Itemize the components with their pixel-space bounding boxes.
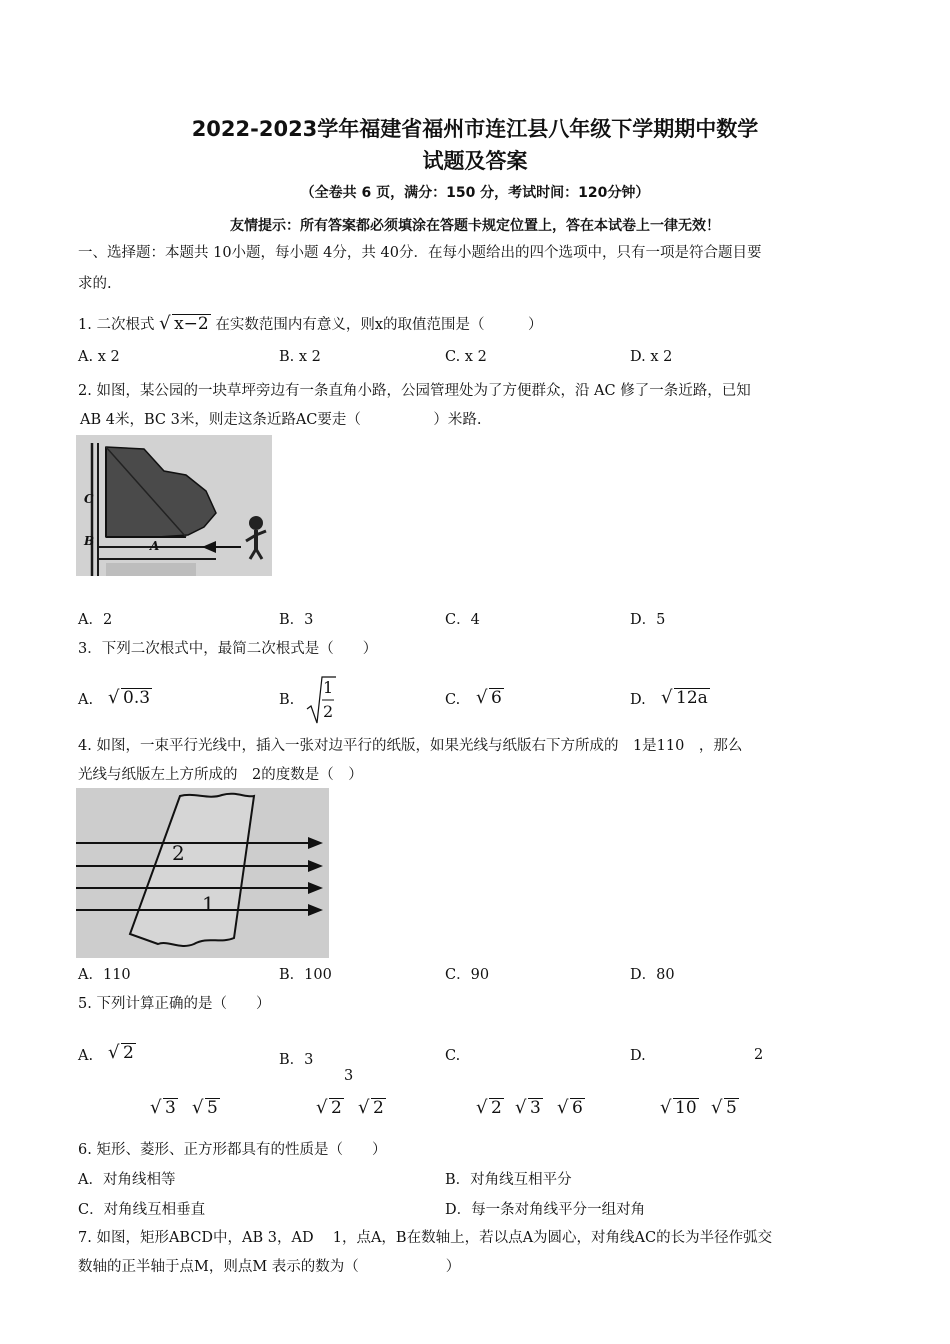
q6-option-b: B．对角线互相平分	[445, 1172, 572, 1188]
q3-letter-c: C.	[445, 692, 461, 708]
q5-stem: 5. 下列计算正确的是（ ）	[78, 996, 271, 1012]
q5-letter-d: D.	[630, 1048, 646, 1064]
q5-d-bottom-1-radicand: 10	[675, 1098, 697, 1118]
q2-fig-label-c: C	[84, 492, 94, 506]
q4-fig-label-2: 2	[172, 841, 185, 865]
q5-b-bottom-1	[316, 1098, 344, 1118]
title-line-2: 试题及答案	[422, 149, 528, 173]
notice: 友情提示：所有答案都必须填涂在答题卡规定位置上，答在本试卷上一律无效！	[230, 218, 720, 234]
q5-b-top: 3	[344, 1068, 354, 1084]
q4-line-2: 光线与纸版左上方所成的 2的度数是（ ）	[78, 767, 363, 783]
q1-option-b: B. x 2	[279, 349, 321, 365]
q7-line-1: 7. 如图，矩形ABCD中，AB 3，AD 1，点A，B在数轴上，若以点A为圆心，对角线AC的长为半径作弧交	[78, 1230, 773, 1246]
q2-option-c: C．4	[445, 612, 480, 628]
q1-stem	[78, 313, 543, 334]
q5-d-bottom-1	[660, 1098, 699, 1118]
q2-line-1: 2. 如图，某公园的一块草坪旁边有一条直角小路，公园管理处为了方便群众，沿 AC 修了一条近路，已知	[78, 383, 751, 399]
q1-option-c: C. x 2	[445, 349, 487, 365]
q5-a-bottom-2-radicand: 5	[207, 1098, 218, 1118]
q5-b-bottom-1-radicand: 2	[331, 1098, 342, 1118]
q3-a-radicand: 0.3	[123, 688, 151, 708]
q4-option-a: A．110	[78, 967, 131, 983]
q5-d-top: 2	[754, 1047, 764, 1063]
q1-suffix: 在实数范围内有意义，则x的取值范围是（ ）	[215, 317, 543, 333]
section-intro-line-1: 一、选择题：本题共 10小题，每小题 4分，共 40分．在每小题给出的四个选项中，只有一项是符合题目要	[78, 245, 762, 261]
q5-c-bottom-2-radicand: 3	[530, 1098, 541, 1118]
q4-option-b: B．100	[279, 967, 332, 983]
q3-option-d-radical	[661, 688, 710, 708]
q1-option-a: A. x 2	[78, 349, 120, 365]
q5-letter-b: B．3	[279, 1052, 314, 1068]
q1-option-d: D. x 2	[630, 349, 673, 365]
q3-stem: 3．下列二次根式中，最简二次根式是（ ）	[78, 641, 378, 657]
q2-fig-label-b: B	[84, 534, 95, 548]
q5-b-bottom-2	[358, 1098, 386, 1118]
q5-a-top	[108, 1043, 136, 1063]
q5-c-bottom-1	[476, 1098, 504, 1118]
q5-a-bottom-2	[192, 1098, 220, 1118]
q3-letter-a: A.	[78, 692, 94, 708]
q1-prefix: 1. 二次根式	[78, 317, 155, 333]
q3-option-b-radical	[306, 675, 336, 725]
q4-figure-drawing	[76, 788, 329, 958]
q1-radicand: x−2	[174, 314, 209, 334]
q1-radical	[159, 314, 211, 334]
q5-c-bottom-3	[557, 1098, 585, 1118]
q2-figure	[76, 435, 272, 576]
q2-option-a: A．2	[78, 612, 113, 628]
q3-option-c-radical	[476, 688, 504, 708]
q6-option-a: A．对角线相等	[78, 1172, 176, 1188]
q4-option-c: C．90	[445, 967, 490, 983]
q2-figure-drawing	[76, 435, 272, 576]
q6-option-c: C．对角线互相垂直	[78, 1202, 206, 1218]
q3-c-radicand: 6	[491, 688, 502, 708]
q3-letter-b: B.	[279, 692, 295, 708]
q3-d-radicand: 12a	[676, 688, 708, 708]
q4-fig-label-1: 1	[202, 892, 215, 916]
q2-fig-label-a: A	[150, 539, 160, 553]
q7-line-2: 数轴的正半轴于点M，则点M 表示的数为（ ）	[78, 1259, 461, 1275]
q5-a-bottom-1-radicand: 3	[165, 1098, 176, 1118]
q4-option-d: D．80	[630, 967, 675, 983]
q5-d-bottom-2-radicand: 5	[726, 1098, 737, 1118]
q3-b-numerator: 1	[323, 678, 334, 697]
q5-a-top-radicand: 2	[123, 1043, 134, 1063]
q4-line-1: 4. 如图，一束平行光线中，插入一张对边平行的纸版，如果光线与纸版右下方所成的 1是110 ，那么	[78, 738, 743, 754]
q5-d-bottom-2	[711, 1098, 739, 1118]
q6-option-d: D．每一条对角线平分一组对角	[445, 1202, 646, 1218]
q5-c-bottom-3-radicand: 6	[572, 1098, 583, 1118]
q5-c-bottom-2	[515, 1098, 543, 1118]
q5-c-bottom-1-radicand: 2	[491, 1098, 502, 1118]
section-intro-line-2: 求的.	[78, 276, 112, 292]
q3-letter-d: D.	[630, 692, 646, 708]
q5-letter-c: C.	[445, 1048, 461, 1064]
q3-option-a-radical	[108, 688, 152, 708]
q2-option-b: B．3	[279, 612, 314, 628]
q5-a-bottom-1	[150, 1098, 178, 1118]
q2-line-2: AB 4米，BC 3米，则走这条近路AC要走（ ）米路.	[80, 412, 482, 428]
q3-b-denominator: 2	[323, 702, 334, 721]
q5-letter-a: A.	[78, 1048, 94, 1064]
q5-b-bottom-2-radicand: 2	[373, 1098, 384, 1118]
q6-stem: 6. 矩形、菱形、正方形都具有的性质是（ ）	[78, 1142, 387, 1158]
exam-info: （全卷共 6 页，满分：150 分，考试时间：120分钟）	[300, 185, 650, 201]
q2-option-d: D．5	[630, 612, 666, 628]
title-line-1: 2022-2023学年福建省福州市连江县八年级下学期期中数学	[191, 117, 759, 141]
q4-figure	[76, 788, 329, 958]
